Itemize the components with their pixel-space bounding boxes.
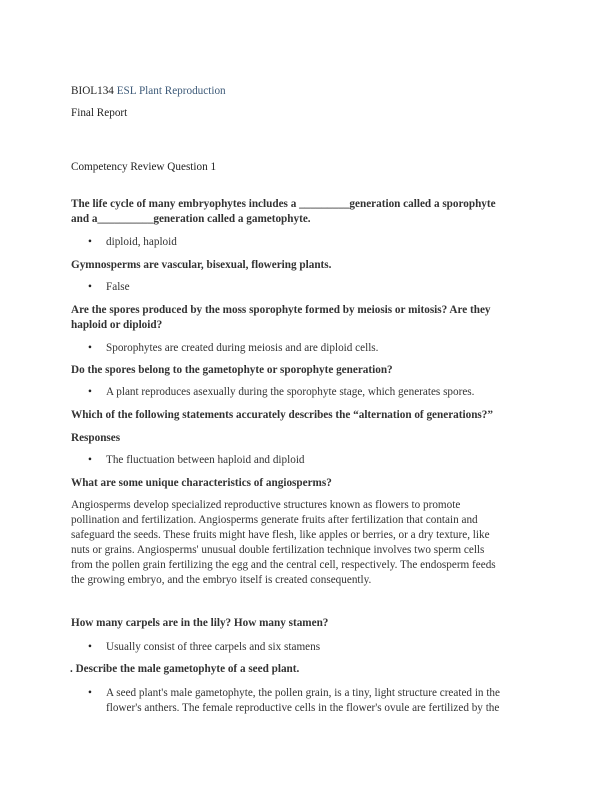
paragraph-line-2: pollination and fertilization. Angiosperms generate fruits after fertilization that contain and: [71, 514, 478, 526]
bullet-dot-icon: •: [88, 236, 92, 248]
question-3-line-1: Are the spores produced by the moss sporophyte formed by meiosis or mitosis? Are they: [71, 304, 491, 316]
answer-4: A plant reproduces asexually during the sporophyte stage, which generates spores.: [106, 386, 475, 398]
paragraph-line-4: nuts or grains. Angiosperms' unusual double fertilization technique involves two sperm cells: [71, 544, 485, 556]
question-1-line-1: The life cycle of many embryophytes includes a _________generation called a sporophyte: [71, 198, 496, 210]
report-title: Final Report: [71, 107, 128, 119]
responses-label: Responses: [71, 432, 121, 444]
bullet-dot-icon: •: [88, 687, 92, 699]
paragraph-line-5: from the pollen grain fertilizing the egg and the central cell, respectively. The endosperm feeds: [71, 559, 496, 571]
answer-5: The fluctuation between haploid and diploid: [106, 454, 305, 466]
course-name: ESL Plant Reproduction: [116, 85, 226, 97]
answer-1: diploid, haploid: [106, 236, 177, 248]
section-title: Competency Review Question 1: [71, 161, 217, 173]
answer-8-line-2: flower's anthers. The female reproductive cells in the flower's ovule are fertilized by the: [106, 702, 500, 714]
bullet-dot-icon: •: [88, 641, 92, 653]
answer-2: False: [106, 281, 130, 293]
answer-3: Sporophytes are created during meiosis and are diploid cells.: [106, 342, 379, 354]
bullet-dot-icon: •: [88, 342, 92, 354]
paragraph-line-6: the growing embryo, and the embryo itself is created consequently.: [71, 574, 372, 586]
bullet-dot-icon: •: [88, 454, 92, 466]
question-1-line-2: and a__________generation called a gametophyte.: [71, 213, 311, 225]
answer-8-line-1: A seed plant's male gametophyte, the pollen grain, is a tiny, light structure created in the: [106, 687, 500, 699]
question-5: Which of the following statements accurately describes the “alternation of generations?”: [71, 409, 493, 421]
question-6: What are some unique characteristics of angiosperms?: [71, 477, 332, 489]
question-2: Gymnosperms are vascular, bisexual, flowering plants.: [71, 259, 332, 271]
bullet-dot-icon: •: [88, 281, 92, 293]
course-heading: [71, 84, 226, 99]
question-7: How many carpels are in the lily? How many stamen?: [71, 617, 329, 629]
question-8: . Describe the male gametophyte of a seed plant.: [70, 663, 300, 675]
bullet-dot-icon: •: [88, 386, 92, 398]
question-3-line-2: haploid or diploid?: [71, 319, 163, 331]
question-4: Do the spores belong to the gametophyte or sporophyte generation?: [71, 364, 393, 376]
course-code: BIOL134: [71, 85, 114, 97]
paragraph-line-1: Angiosperms develop specialized reproductive structures known as flowers to promote: [71, 499, 461, 511]
paragraph-line-3: safeguard the seeds. These fruits might have flesh, like apples or berries, or a dry texture, like: [71, 529, 490, 541]
answer-7: Usually consist of three carpels and six stamens: [106, 641, 321, 653]
